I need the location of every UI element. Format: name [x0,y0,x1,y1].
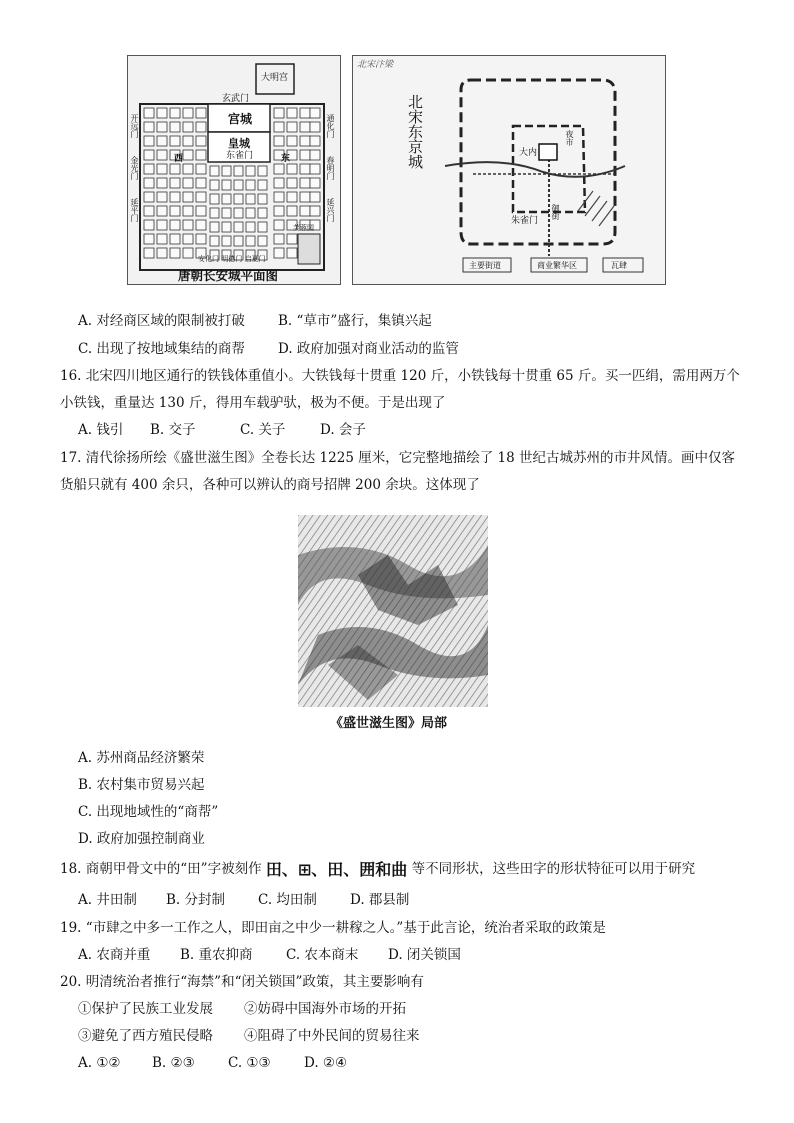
q17-option-c: C. 出现地域性的“商帮” [78,804,219,820]
label-yanpingmen: 延平门 [130,198,139,222]
q18-stem-pre: 18. 商朝甲骨文中的“田”字被刻作 [60,861,262,877]
label-tonghuamen: 通化门 [326,114,335,138]
q20-option-a: A. ①② [78,1055,121,1071]
q20-option-c: C. ①③ [228,1055,271,1071]
q19-option-b: B. 重农抑商 [180,947,253,963]
tang-map-caption: 唐朝长安城平面图 [178,268,279,283]
q18-option-a: A. 井田制 [78,892,137,908]
q17-option-b: B. 农村集市贸易兴起 [78,777,205,793]
tang-map-drawing [128,56,340,284]
q18-option-d: D. 郡县制 [350,892,410,908]
label-yanxingmen: 延兴门 [326,198,335,222]
q16-option-a: A. 钱引 [78,422,124,438]
q18-option-c: C. 均田制 [258,892,317,908]
song-dongjing-map [352,55,666,285]
q19-stem: 19. “市肆之中多一工作之人，即田亩之中少一耕稼之人。”基于此言论，统治者采取的政策是 [60,920,606,936]
label-gongcheng: 宫城 [228,112,253,126]
q15-option-c: C. 出现了按地域集结的商帮 [78,341,245,357]
label-dongmen: 东雀门 [226,151,254,161]
q19-option-c: C. 农本商末 [286,947,359,963]
label-bottom-gates: 安化门 明德门 启夏门 [198,255,266,263]
q15-option-b: B. “草市”盛行，集镇兴起 [278,313,432,329]
q16-option-b: B. 交子 [150,422,196,438]
q18-stem-post: 等不同形状，这些田字的形状特征可以用于研究 [411,861,696,877]
label-furongyuan: 芙蓉园 [293,224,314,232]
painting-texture [298,515,488,707]
label-daminggong: 大明宫 [261,73,289,83]
q20-stem: 20. 明清统治者推行“海禁”和“闭关锁国”政策，其主要影响有 [60,974,424,990]
label-yujie: 御街 [551,204,560,220]
q20-item-1: ①保护了民族工业发展 [78,1001,213,1017]
q17-option-a: A. 苏州商品经济繁荣 [78,750,205,766]
q17-option-d: D. 政府加强控制商业 [78,831,205,847]
song-map-title: 北宋东京城 [406,94,424,169]
q15-option-a: A. 对经商区域的限制被打破 [78,313,245,329]
q17-stem-line1: 17. 清代徐扬所绘《盛世滋生图》全卷长达 1225 厘米，它完整地描绘了 18 世纪古城苏州的市井风情。画中仅客 [60,450,735,466]
tang-changan-map [127,55,341,285]
painting-caption: 《盛世滋生图》局部 [330,716,448,731]
label-jinguangmen: 金光门 [130,156,139,180]
label-danei: 大内 [519,148,538,158]
q16-stem-line2: 小铁钱，重量达 130 斤，得用车载驴驮，极为不便。于是出现了 [60,395,446,411]
q19-option-a: A. 农商并重 [78,947,151,963]
label-kaiyuanmen: 开远门 [130,114,139,138]
oracle-tian-glyphs: 田、⊞、田、囲和曲 [265,859,408,879]
q16-option-c: C. 关子 [240,422,286,438]
q16-option-d: D. 会子 [320,422,366,438]
label-chunmingmen: 春明门 [326,156,335,180]
song-map-drawing [353,56,665,284]
legend-main-street: 主要街道 [469,261,501,270]
label-huangcheng: 皇城 [228,137,250,150]
label-dongshi: 东 [281,154,291,164]
q19-option-d: D. 闭关锁国 [388,947,461,963]
shengshi-painting [298,515,488,707]
label-zhuquemen: 朱雀门 [511,216,539,226]
q20-item-4: ④阻碍了中外民间的贸易往来 [244,1028,420,1044]
legend-commercial: 商业繁华区 [537,261,577,270]
q16-stem-line1: 16. 北宋四川地区通行的铁钱体重值小。大铁钱每十贯重 120 斤，小铁钱每十贯重 65 斤。买一匹绢，需用两万个 [60,368,740,384]
song-map-corner: 北宋汴梁 [357,60,394,70]
q20-option-d: D. ②④ [304,1055,348,1071]
legend-washi: 瓦肆 [611,261,627,270]
q20-item-3: ③避免了西方殖民侵略 [78,1028,213,1044]
label-xuanwumen: 玄武门 [222,94,250,104]
q20-item-2: ②妨碍中国海外市场的开拓 [244,1001,406,1017]
label-xishi: 西 [174,154,184,164]
label-yeshi: 夜市 [565,130,574,146]
q17-stem-line2: 货船只就有 400 余只，各种可以辨认的商号招牌 200 余块。这体现了 [60,477,480,493]
q18-option-b: B. 分封制 [166,892,226,908]
q18-stem [60,860,695,879]
q20-option-b: B. ②③ [152,1055,195,1071]
q15-option-d: D. 政府加强对商业活动的监管 [278,341,459,357]
